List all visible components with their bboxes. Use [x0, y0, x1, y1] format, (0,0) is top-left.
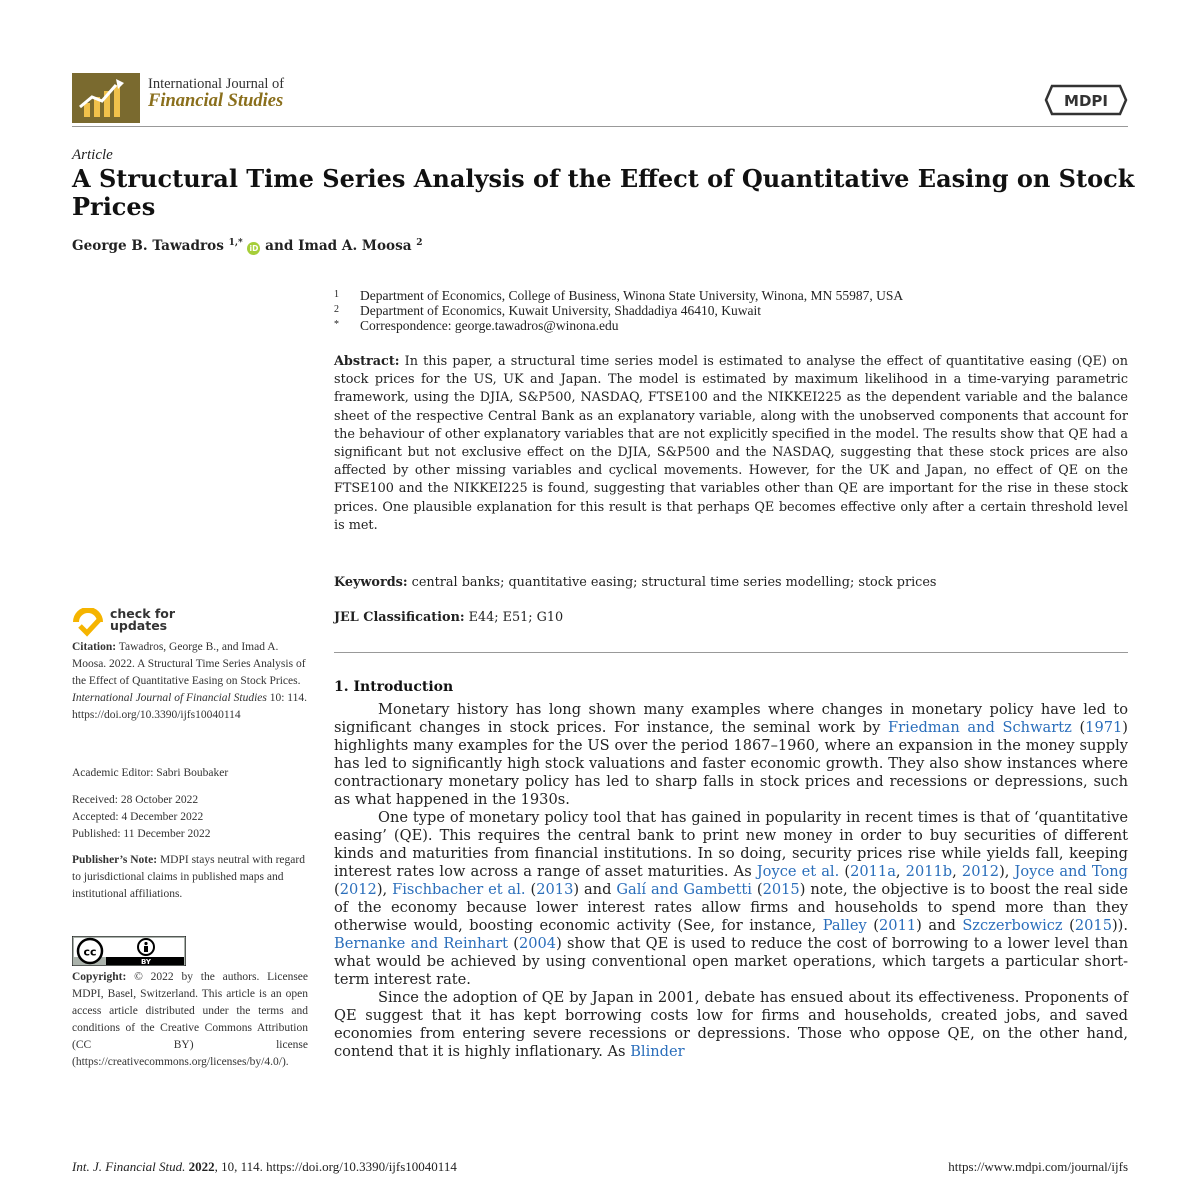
keywords: [334, 574, 1128, 592]
citation-link[interactable]: 2012: [339, 881, 377, 898]
citation-link[interactable]: Szczerbowicz: [962, 917, 1063, 934]
citation-link[interactable]: 2011b: [905, 863, 953, 880]
affiliation-text: Department of Economics, Kuwait University, Shaddadiya 46410, Kuwait: [360, 303, 762, 318]
publishers-note-text: MDPI stays neutral with regard to jurisdictional claims in published maps and institutional affiliations.: [72, 854, 305, 900]
author-list: [72, 238, 423, 255]
citation-doi[interactable]: 10: 114. https://doi.org/10.3390/ijfs10040114: [72, 692, 307, 721]
keywords-label: Keywords:: [334, 575, 408, 590]
check-for-updates-label[interactable]: check for updates: [110, 606, 176, 633]
mdpi-logo[interactable]: [1044, 84, 1128, 116]
affiliation-1: [334, 288, 903, 304]
academic-editor: Academic Editor: Sabri Boubaker: [72, 767, 229, 779]
jel-classification: [334, 609, 1128, 627]
citation-link[interactable]: 2004: [518, 935, 557, 952]
abstract-label: Abstract:: [334, 354, 400, 369]
publishers-note: [72, 852, 308, 903]
citation-link[interactable]: Galí and Gambetti: [616, 881, 752, 898]
affiliation-2: [334, 303, 761, 319]
author-name[interactable]: Imad A. Moosa: [298, 238, 412, 254]
header-rule: [72, 126, 1128, 127]
footer-year: 2022: [188, 1159, 215, 1174]
citation-text: Tawadros, George B., and Imad A. Moosa. 2022. A Structural Time Series Analysis of the Effect of Quantitative Easing on Stock Prices.: [72, 641, 306, 687]
citation-link[interactable]: 2011: [879, 917, 917, 934]
author-affiliation-marker: 1,*: [228, 238, 243, 248]
cc-by-license-badge[interactable]: [72, 936, 186, 966]
chart-growth-icon: [72, 73, 140, 123]
citation-label: Citation:: [72, 641, 117, 653]
accepted-date: Accepted: 4 December 2022: [72, 811, 204, 823]
paragraph: Monetary history has long shown many examples where changes in monetary policy have led to significant changes in stock prices. For instance, the seminal work by Friedman and Schwartz (1971) highlights many examples for the US over the period 1867–1960, where an expansion in the money supply has led to significantly high stock valuations and faster economic growth. They also show instances where contractionary monetary policy has led to sharp falls in stock prices and recessions or depressions, such as what happened in the 1930s.: [334, 701, 1128, 808]
copyright-notice: [72, 969, 308, 1071]
section-rule: [334, 652, 1128, 653]
published-date: Published: 11 December 2022: [72, 828, 211, 840]
jel-label: JEL Classification:: [334, 610, 465, 625]
correspondence-text[interactable]: Correspondence: george.tawadros@winona.edu: [360, 318, 619, 333]
check-for-updates-icon[interactable]: [72, 608, 104, 638]
citation-link[interactable]: 2012: [961, 863, 1000, 880]
citation-link[interactable]: Fischbacher et al.: [392, 881, 526, 898]
orcid-icon[interactable]: iD: [247, 242, 260, 255]
copyright-text: © 2022 by the authors. Licensee MDPI, Basel, Switzerland. This article is an open access article distributed under the terms and conditions of the Creative Commons Attribution (CC BY) license (https://creativecommons.org/licenses/by/4.0/).: [72, 971, 309, 1068]
citation-link[interactable]: 2011a: [850, 863, 896, 880]
svg-text:BY: BY: [140, 958, 152, 966]
svg-text:MDPI: MDPI: [1064, 92, 1108, 110]
author-conjunction: and: [265, 238, 294, 254]
footer-journal-url[interactable]: https://www.mdpi.com/journal/ijfs: [948, 1159, 1128, 1174]
correspondence: [334, 318, 618, 334]
citation-link[interactable]: 2015: [1074, 917, 1112, 934]
copyright-label: Copyright:: [72, 971, 127, 983]
citation-link[interactable]: 2013: [536, 881, 574, 898]
affiliation-text: Department of Economics, College of Business, Winona State University, Winona, MN 55987, USA: [360, 288, 904, 303]
abstract-text: In this paper, a structural time series model is estimated to analyse the effect of quantitative easing (QE) on stock prices for the US, UK and Japan. The model is estimated by maximum likelihood in a time-varying parametric framework, using the DJIA, S&P500, NASDAQ, FTSE100 and the NIKKEI225 as the dependent variable and the balance sheet of the respective Central Bank as an explanatory variable, along with the unobserved components that account for the behaviour of other explanatory variables that are not explicitly specified in the model. The results show that QE had a significant but not exclusive effect on the DJIA, S&P500 and the NASDAQ, suggesting that these stock prices are also affected by other missing variables and cyclical movements. However, for the UK and Japan, no effect of QE on the FTSE100 and the NIKKEI225 is found, suggesting that variables other than QE are important for the rise in these stock prices. One plausible explanation for this result is that perhaps QE becomes effective only after a certain threshold level is met.: [334, 354, 1128, 533]
jel-text: E44; E51; G10: [468, 610, 564, 625]
footer-volume-doi[interactable]: , 10, 114. https://doi.org/10.3390/ijfs10040114: [214, 1159, 457, 1174]
journal-logo: [72, 73, 140, 123]
svg-text:cc: cc: [83, 945, 97, 959]
article-type: Article: [72, 147, 113, 163]
citation-link[interactable]: Friedman and Schwartz: [888, 719, 1072, 736]
citation-link[interactable]: Blinder: [630, 1043, 685, 1060]
author-affiliation-marker: 2: [416, 238, 423, 248]
affiliation-marker: 1: [334, 289, 339, 300]
journal-name-line2: Financial Studies: [148, 91, 284, 111]
affiliation-marker: 2: [334, 304, 339, 315]
footer-journal: Int. J. Financial Stud.: [72, 1159, 186, 1174]
keywords-text: central banks; quantitative easing; structural time series modelling; stock prices: [411, 575, 937, 590]
citation-link[interactable]: 2015: [762, 881, 800, 898]
publishers-note-label: Publisher’s Note:: [72, 854, 158, 866]
footer-citation: [72, 1159, 457, 1175]
article-title: A Structural Time Series Analysis of the Effect of Quantitative Easing on Stock Prices: [72, 164, 1135, 221]
citation-link[interactable]: Bernanke and Reinhart: [334, 935, 508, 952]
mdpi-badge-icon: [1044, 84, 1128, 116]
citation-journal: International Journal of Financial Studies: [72, 692, 267, 704]
paragraph: Since the adoption of QE by Japan in 2001, debate has ensued about its effectiveness. Proponents of QE suggest that it has kept borrowing costs low for firms and households, created jobs, and saved economies from entering severe recessions or depressions. Those who oppose QE, on the other hand, contend that it is highly inflationary. As Blinder: [334, 989, 1128, 1060]
journal-name-line1: International Journal of: [148, 76, 285, 92]
received-date: Received: 28 October 2022: [72, 794, 199, 806]
author-name[interactable]: George B. Tawadros: [72, 238, 224, 254]
citation-block: [72, 639, 308, 724]
section-heading: 1. Introduction: [334, 679, 454, 695]
citation-link[interactable]: Palley: [822, 917, 867, 934]
paragraph: One type of monetary policy tool that has gained in popularity in recent times is that of ‘quantitative easing’ (QE). This requires the central bank to print new money in order to buy securities of different kinds and maturities from financial institutions. In so doing, security prices rise while yields fall, keeping interest rates low across a range of asset maturities. As Joyce et al. (2011a, 2011b, 2012), Joyce and Tong (2012), Fischbacher et al. (2013) and Galí and Gambetti (2015) note, the objective is to boost the real side of the economy because lower interest rates allow firms and households to spend more than they otherwise would, boosting economic activity (See, for instance, Palley (2011) and Szczerbowicz (2015)). Bernanke and Reinhart (2004) show that QE is used to reduce the cost of borrowing to a lower level than what would be achieved by using conventional open market operations, which targets a particular short-term interest rate.: [334, 809, 1129, 988]
citation-link[interactable]: Joyce et al.: [756, 863, 840, 880]
citation-link[interactable]: 1971: [1085, 719, 1123, 736]
citation-link[interactable]: Joyce and Tong: [1014, 863, 1129, 880]
abstract: [334, 353, 1128, 535]
affiliation-marker: *: [334, 319, 339, 330]
introduction-body: [334, 701, 1128, 1061]
